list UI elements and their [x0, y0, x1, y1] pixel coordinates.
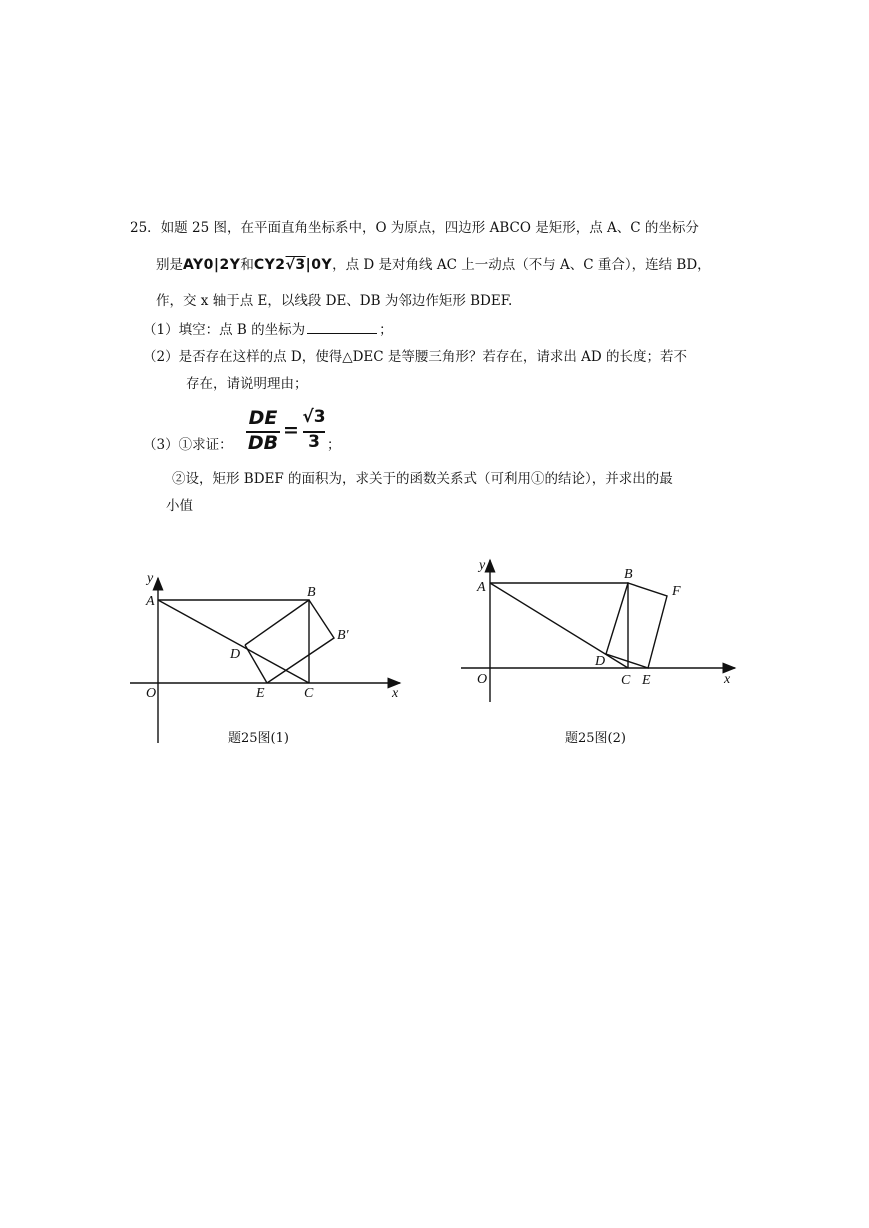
segment-bd: [245, 600, 309, 645]
label-e: E: [642, 673, 651, 688]
coord-c-post: |0Y: [305, 257, 333, 273]
text-and: 和: [240, 257, 254, 273]
frac-denominator: DB: [247, 432, 279, 454]
label-bprime: B′: [337, 628, 349, 643]
label-b: B: [624, 567, 633, 582]
question-line-3: 作，交 x 轴于点 E，以线段 DE、DB 为邻边作矩形 BDEF.: [156, 293, 513, 309]
part-3-prefix: （3）①求证：: [143, 437, 233, 453]
diagonal-ac: [490, 583, 628, 668]
label-d: D: [595, 654, 606, 669]
label-b: B: [307, 585, 316, 600]
label-f: F: [672, 584, 681, 599]
coord-c-sqrt: √3: [285, 257, 306, 273]
rectangle-bdef: [606, 583, 667, 668]
question-line-2: [156, 256, 711, 274]
label-e: E: [256, 686, 265, 701]
segment-b-bp-e: [267, 600, 334, 683]
label-o: O: [477, 672, 488, 687]
label-d: D: [230, 647, 241, 662]
question-text-1: 如题 25 图，在平面直角坐标系中，O 为原点，四边形 ABCO 是矩形，点 A、C 的坐标分: [160, 220, 699, 236]
part-1-text: （1）填空：点 B 的坐标为: [143, 322, 306, 338]
figure-2-caption: 题25图(2): [565, 731, 626, 746]
label-c: C: [621, 673, 631, 688]
part-2-line-1: （2）是否存在这样的点 D，使得△DEC 是等腰三角形？若存在，请求出 AD 的长度；若不: [143, 349, 688, 365]
label-y: y: [479, 558, 486, 573]
part-1: [143, 321, 393, 339]
part-1-suffix: ；: [379, 322, 393, 338]
segment-de: [245, 645, 267, 683]
part-2-line-2: 存在，请说明理由；: [186, 376, 308, 392]
part-3b-line-1: ②设，矩形 BDEF 的面积为，求关于的函数关系式（可利用①的结论），并求出的最: [172, 471, 673, 487]
label-y: y: [147, 571, 154, 586]
question-line-1: [130, 219, 699, 237]
question-number: 25．: [130, 220, 161, 236]
text-prefix: 别是: [156, 257, 183, 273]
rhs-numerator: √3: [302, 407, 326, 427]
part-3b-line-2: 小值: [166, 498, 193, 514]
answer-blank[interactable]: [307, 321, 377, 334]
figure-2: [455, 550, 755, 710]
equals-sign: =: [283, 419, 299, 441]
frac-numerator: DE: [248, 407, 278, 429]
label-a: A: [477, 580, 486, 595]
part-3-suffix: ；: [327, 437, 341, 453]
label-o: O: [146, 686, 157, 701]
question-text-2: ，点 D 是对角线 AC 上一动点（不与 A、C 重合），连结 BD，: [332, 257, 711, 273]
label-c: C: [304, 686, 314, 701]
coord-c-pre: CY2: [253, 257, 286, 273]
coord-a: AY0|2Y: [183, 257, 241, 273]
label-x: x: [392, 686, 399, 701]
label-a: A: [146, 594, 155, 609]
figure-1-caption: 题25图(1): [228, 731, 289, 746]
rhs-denominator: 3: [308, 432, 320, 452]
label-x: x: [724, 672, 731, 687]
